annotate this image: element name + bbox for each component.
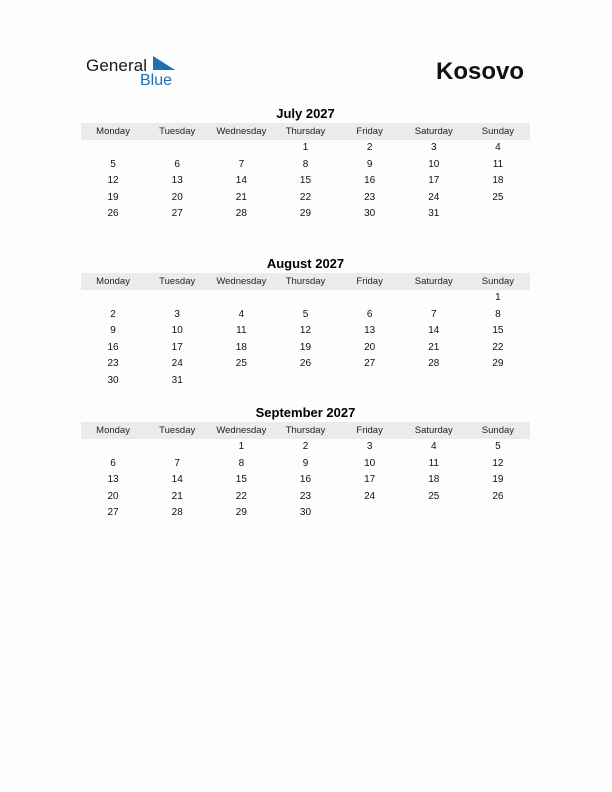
- week-row: [81, 489, 530, 506]
- day-cell: 30: [364, 208, 376, 220]
- weekday-label: Sunday: [481, 126, 515, 137]
- weekday-label: Sunday: [481, 276, 515, 287]
- day-cell: [338, 290, 402, 307]
- day-cell: 8: [238, 457, 245, 469]
- day-cell: 10: [171, 325, 183, 337]
- week-row: [81, 456, 530, 473]
- day-cell: 31: [171, 374, 183, 386]
- weekday-label: Sunday: [481, 425, 515, 436]
- weekday-label: Tuesday: [159, 276, 196, 287]
- day-cell: 2: [366, 142, 373, 153]
- weekday-label: Thursday: [285, 276, 326, 287]
- weekday-label: Monday: [96, 425, 130, 436]
- weekday-label: Wednesday: [216, 276, 267, 287]
- day-cell: 11: [236, 325, 247, 337]
- day-cell: 21: [428, 341, 440, 353]
- logo-text-blue: Blue: [140, 72, 173, 89]
- week-row: [81, 340, 530, 357]
- day-cell: 10: [428, 158, 440, 170]
- day-cell: 7: [430, 308, 437, 320]
- day-cell: 24: [171, 358, 183, 370]
- day-cell: 23: [299, 490, 312, 502]
- day-cell: 15: [299, 175, 312, 187]
- day-cell: 12: [107, 175, 119, 187]
- day-cell: 1: [495, 292, 501, 303]
- day-cell: 13: [364, 325, 376, 337]
- day-cell: 20: [107, 490, 119, 502]
- day-cell: 14: [428, 325, 440, 337]
- day-cell: [338, 505, 402, 522]
- day-cell: [466, 373, 530, 390]
- day-cell: 10: [364, 457, 376, 469]
- day-cell: 2: [302, 441, 309, 452]
- week-row: [81, 323, 530, 340]
- day-cell: 1: [238, 441, 245, 452]
- day-cell: 22: [235, 490, 247, 502]
- weekday-label: Tuesday: [159, 425, 196, 436]
- day-cell: 29: [299, 208, 312, 220]
- month-calendar-september: [81, 405, 530, 522]
- day-cell: 14: [235, 175, 247, 187]
- weekday-label: Thursday: [285, 425, 326, 436]
- week-row: [81, 505, 530, 522]
- day-cell: 2: [110, 308, 116, 320]
- day-cell: 17: [428, 175, 440, 187]
- day-cell: 1: [302, 142, 309, 153]
- day-cell: 26: [492, 490, 504, 502]
- week-row: [81, 157, 530, 174]
- weekday-label: Friday: [356, 425, 383, 436]
- day-cell: [273, 290, 337, 307]
- logo-text-general: General: [86, 56, 148, 75]
- week-row: [81, 206, 530, 223]
- day-cell: 28: [428, 358, 440, 370]
- day-cell: 20: [171, 191, 183, 203]
- weekday-label: Wednesday: [216, 425, 267, 436]
- day-cell: [81, 140, 145, 157]
- day-cell: 13: [107, 474, 119, 486]
- weekday-label: Thursday: [285, 126, 326, 137]
- month-title: August 2027: [266, 256, 345, 271]
- day-cell: [466, 206, 530, 223]
- day-cell: 16: [364, 175, 376, 187]
- weekday-label: Saturday: [414, 425, 453, 436]
- day-cell: [209, 290, 273, 307]
- day-cell: [145, 140, 209, 157]
- logo-triangle-icon: [153, 56, 175, 70]
- day-cell: [273, 373, 337, 390]
- day-cell: 15: [235, 474, 247, 486]
- week-row: [81, 472, 530, 489]
- weekday-header: [81, 422, 530, 439]
- month-title: July 2027: [276, 106, 335, 121]
- day-cell: 18: [492, 175, 504, 187]
- day-cell: 17: [364, 474, 376, 486]
- day-cell: 3: [366, 441, 373, 452]
- day-cell: 11: [492, 158, 504, 170]
- day-cell: 13: [171, 175, 183, 187]
- week-row: [81, 356, 530, 373]
- day-cell: [402, 505, 466, 522]
- day-cell: [145, 290, 209, 307]
- day-cell: 20: [364, 341, 376, 353]
- weekday-label: Saturday: [414, 126, 453, 137]
- day-cell: 9: [366, 158, 373, 170]
- week-row: [81, 373, 530, 390]
- day-cell: 16: [107, 341, 119, 353]
- day-cell: 11: [428, 457, 439, 469]
- day-cell: 25: [492, 191, 504, 203]
- day-cell: 17: [171, 341, 183, 353]
- month-calendar-july: [81, 106, 530, 223]
- day-cell: 9: [110, 325, 116, 337]
- day-cell: 30: [299, 507, 312, 519]
- day-cell: 8: [495, 308, 501, 320]
- weekday-label: Wednesday: [216, 126, 267, 137]
- day-cell: 25: [235, 358, 247, 370]
- day-cell: 29: [492, 358, 504, 370]
- day-cell: 24: [364, 490, 376, 502]
- day-cell: 24: [428, 191, 440, 203]
- day-cell: 27: [171, 208, 183, 220]
- weekday-label: Monday: [96, 276, 130, 287]
- weekday-label: Saturday: [414, 276, 453, 287]
- day-cell: [402, 373, 466, 390]
- day-cell: 7: [174, 457, 180, 469]
- general-blue-logo: [86, 56, 186, 92]
- day-cell: 16: [299, 474, 312, 486]
- day-cell: 27: [107, 507, 119, 519]
- day-cell: 30: [107, 374, 119, 386]
- day-cell: 25: [428, 490, 440, 502]
- day-cell: 6: [366, 308, 373, 320]
- day-cell: 12: [299, 325, 312, 337]
- day-cell: [145, 439, 209, 456]
- day-cell: 4: [238, 308, 245, 320]
- day-cell: 7: [238, 158, 245, 170]
- day-cell: [466, 505, 530, 522]
- week-row: [81, 140, 530, 157]
- day-cell: 5: [495, 441, 501, 452]
- day-cell: 3: [174, 308, 180, 320]
- day-cell: 5: [302, 308, 309, 320]
- weekday-label: Friday: [356, 276, 383, 287]
- day-cell: 6: [174, 158, 180, 170]
- day-cell: [81, 439, 145, 456]
- day-cell: 3: [430, 142, 437, 153]
- day-cell: 22: [299, 191, 312, 203]
- day-cell: 29: [235, 507, 247, 519]
- day-cell: 15: [492, 325, 504, 337]
- day-cell: 19: [299, 341, 312, 353]
- month-calendar-august: [81, 256, 530, 390]
- week-row: [81, 290, 530, 307]
- day-cell: [338, 373, 402, 390]
- day-cell: 6: [110, 457, 116, 469]
- day-cell: 21: [235, 191, 247, 203]
- week-row: [81, 307, 530, 324]
- weekday-header: [81, 123, 530, 140]
- day-cell: [209, 373, 273, 390]
- day-cell: 4: [495, 142, 501, 153]
- week-row: [81, 173, 530, 190]
- weekday-label: Friday: [356, 126, 383, 137]
- weekday-header: [81, 273, 530, 290]
- day-cell: 22: [492, 341, 504, 353]
- day-cell: [402, 290, 466, 307]
- day-cell: 21: [171, 490, 183, 502]
- weekday-label: Monday: [96, 126, 130, 137]
- day-cell: 28: [171, 507, 183, 519]
- day-cell: 19: [107, 191, 119, 203]
- week-row: [81, 439, 530, 456]
- country-title: Kosovo: [435, 58, 524, 85]
- day-cell: 23: [107, 358, 119, 370]
- day-cell: [209, 140, 273, 157]
- day-cell: 14: [171, 474, 183, 486]
- day-cell: 19: [492, 474, 504, 486]
- day-cell: [81, 290, 145, 307]
- day-cell: 12: [492, 457, 504, 469]
- month-title: September 2027: [255, 405, 356, 420]
- day-cell: 26: [299, 358, 312, 370]
- day-cell: 18: [235, 341, 247, 353]
- day-cell: 5: [110, 158, 116, 170]
- day-cell: 9: [302, 457, 309, 469]
- day-cell: 8: [302, 158, 309, 170]
- day-cell: 23: [364, 191, 376, 203]
- day-cell: 4: [430, 441, 437, 452]
- day-cell: 27: [364, 358, 376, 370]
- day-cell: 31: [428, 208, 440, 220]
- week-row: [81, 190, 530, 207]
- day-cell: 26: [107, 208, 119, 220]
- weekday-label: Tuesday: [159, 126, 196, 137]
- day-cell: 28: [235, 208, 247, 220]
- day-cell: 18: [428, 474, 440, 486]
